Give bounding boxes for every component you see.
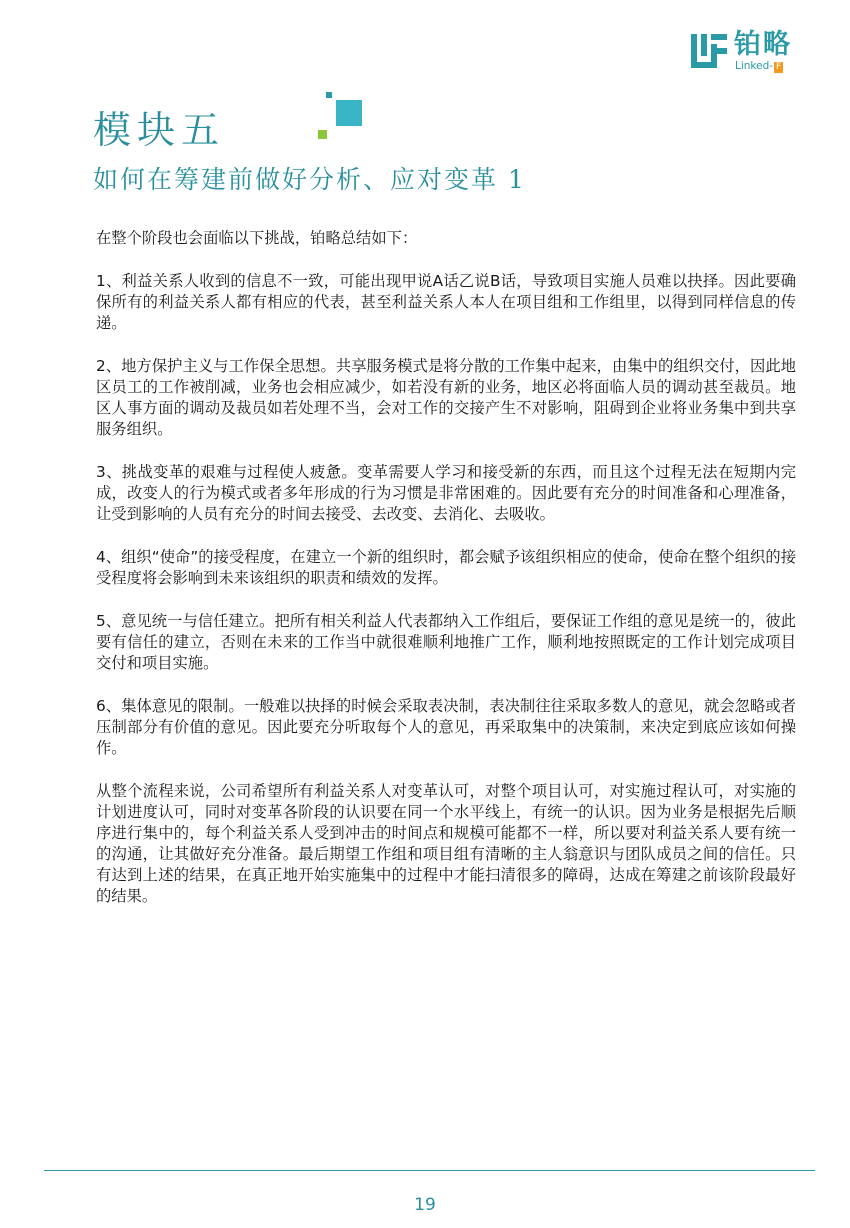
decorative-square-small — [326, 92, 332, 98]
module-title: 模块五 — [93, 108, 226, 152]
logo-english-word: Linked- — [735, 60, 774, 72]
logo-chinese-text: 铂略 — [734, 29, 792, 60]
challenge-item-1: 1、利益关系人收到的信息不一致，可能出现甲说A话乙说B话，导致项目实施人员难以抉择。因此要确保所有的利益关系人都有相应的代表，甚至利益关系人本人在项目组和工作组里，以得到同样信息的传递。 — [96, 272, 796, 332]
intro-paragraph: 在整个阶段也会面临以下挑战，铂略总结如下： — [96, 229, 418, 247]
challenge-item-3: 3、挑战变革的艰难与过程使人疲惫。变革需要人学习和接受新的东西，而且这个过程无法在短期内完成，改变人的行为模式或者多年形成的行为习惯是非常困难的。因此要有充分的时间准备和心理准备，让受到影响的人员有充分的时间去接受、去改变、去消化、去吸收。 — [96, 463, 796, 523]
brand-logo — [690, 30, 815, 74]
challenge-item-5: 5、意见统一与信任建立。把所有相关利益人代表都纳入工作组后，要保证工作组的意见是统一的，彼此要有信任的建立，否则在未来的工作当中就很难顺利地推广工作，顺利地按照既定的工作计划完成项目交付和项目实施。 — [96, 612, 796, 672]
logo-mark-icon — [690, 32, 728, 70]
challenge-item-2: 2、地方保护主义与工作保全思想。共享服务模式是将分散的工作集中起来，由集中的组织交付，因此地区员工的工作被削减，业务也会相应减少，如若没有新的业务，地区必将面临人员的调动甚至裁员。地区人事方面的调动及裁员如若处理不当，会对工作的交接产生不对影响，阻碍到企业将业务集中到共享服务组织。 — [96, 357, 796, 438]
logo-english-box: F — [776, 62, 782, 72]
footer-divider — [44, 1170, 815, 1171]
body-text — [96, 228, 796, 929]
module-subtitle: 如何在筹建前做好分析、应对变革 1 — [93, 165, 526, 194]
challenge-item-6: 6、集体意见的限制。一般难以抉择的时候会采取表决制，表决制往往采取多数人的意见，就会忽略或者压制部分有价值的意见。因此要充分听取每个人的意见，再采取集中的决策制，来决定到底应该如何操作。 — [96, 697, 796, 757]
page-number: 19 — [414, 1195, 436, 1215]
decorative-square-green — [318, 130, 327, 139]
conclusion-paragraph: 从整个流程来说，公司希望所有利益关系人对变革认可，对整个项目认可，对实施过程认可，对实施的计划进度认可，同时对变革各阶段的认识要在同一个水平线上，有统一的认识。因为业务是根据先后顺序进行集中的，每个利益关系人受到冲击的时间点和规模可能都不一样，所以要对利益关系人要有统一的沟通，让其做好充分准备。最后期望工作组和项目组有清晰的主人翁意识与团队成员之间的信任。只有达到上述的结果，在真正地开始实施集中的过程中才能扫清很多的障碍，达成在筹建之前该阶段最好的结果。 — [96, 782, 796, 905]
logo-english-text — [735, 60, 783, 73]
decorative-square-large — [336, 100, 362, 126]
challenge-item-4: 4、组织“使命”的接受程度，在建立一个新的组织时，都会赋予该组织相应的使命，使命在整个组织的接受程度将会影响到未来该组织的职责和绩效的发挥。 — [96, 548, 796, 587]
